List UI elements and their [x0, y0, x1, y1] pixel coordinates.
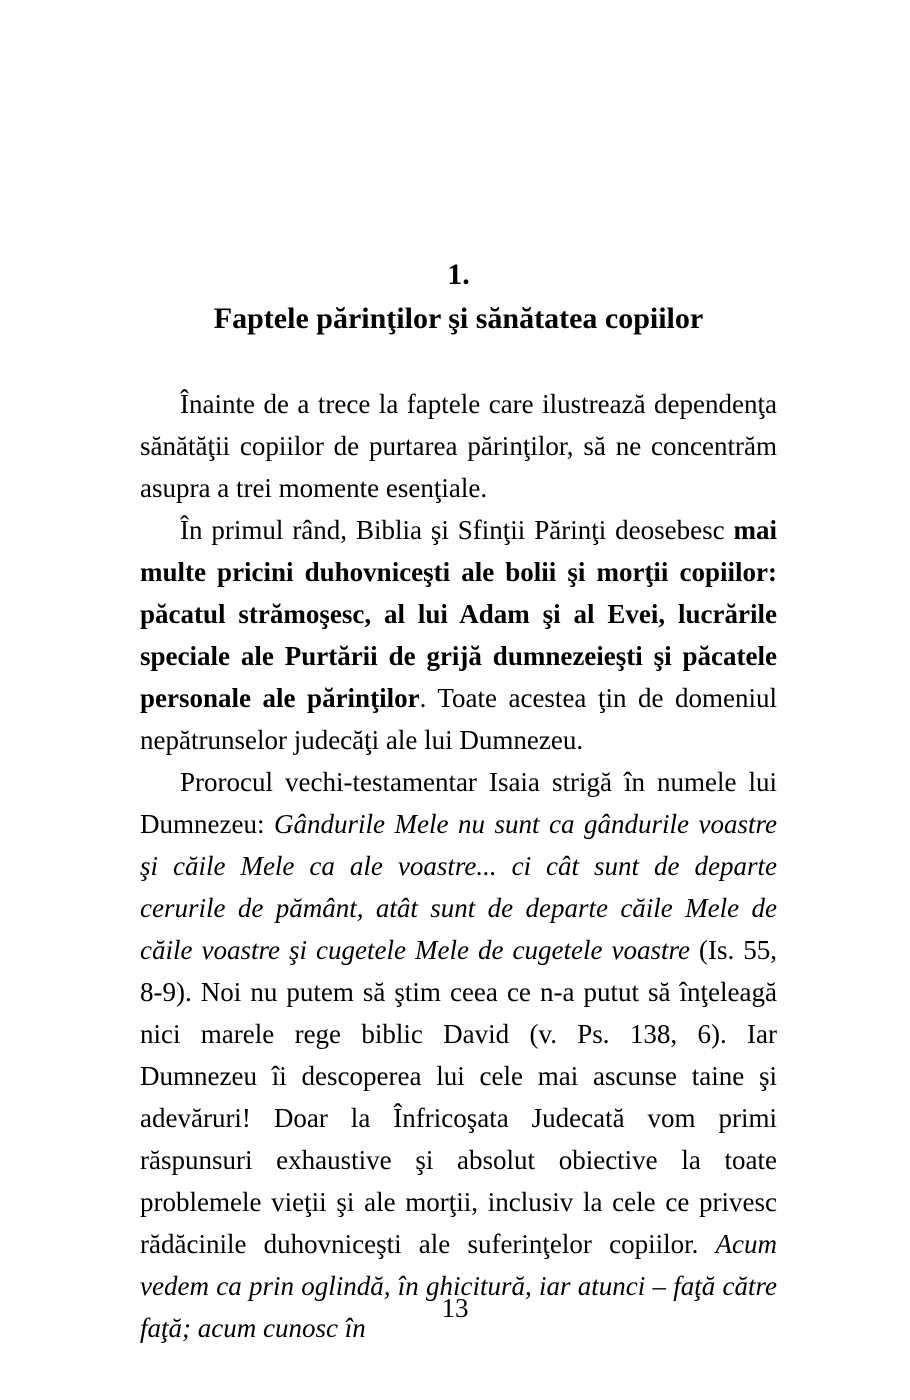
body-text	[140, 383, 777, 1349]
content-column	[140, 255, 777, 1349]
chapter-title: Faptele părinţilor şi sănătatea copiilor	[213, 302, 704, 335]
text-segment-italic: Acum vedem ca prin oglindă, în ghicitură, iar atunci – faţă către faţă; acum cunosc în	[140, 1229, 777, 1343]
text-segment-normal: (Is. 55, 8-9). Noi nu putem să ştim ceea ce n-a putut să înţeleagă nici marele rege biblic David (v. Ps. 138, 6). Iar Dumnezeu îi descoperea lui cele mai ascunse taine şi adevăruri! Doar la Înfricoşata Judecată vom primi răspunsuri exhaustive şi absolut obiective la toate problemele vieţii şi ale morţii, inclusiv la cele ce privesc rădăcinile duhovniceşti ale suferinţelor copiilor.	[140, 935, 777, 1259]
text-segment-normal: Prorocul vechi-testamentar Isaia strigă în numele lui Dumnezeu:	[140, 767, 777, 839]
text-segment-normal: . Toate acestea ţin de domeniul nepătrunselor judecăţi ale lui Dumnezeu.	[140, 683, 777, 755]
paragraph	[140, 509, 777, 761]
text-segment-bold: mai multe pricini duhovniceşti ale bolii şi morţii copiilor: păcatul strămoşesc, al lui Adam şi al Evei, lucrările speciale ale Purtării de grijă dumnezeieşti şi păcatele personale ale părinţilor	[140, 515, 777, 713]
text-segment-normal: În primul rând, Biblia şi Sfinţii Părinţi deosebesc	[180, 515, 734, 545]
text-segment-italic: Gândurile Mele nu sunt ca gândurile voastre şi căile Mele ca ale voastre... ci cât sunt de departe cerurile de pământ, atât sunt de departe căile Mele de căile voastre şi cugetele Mele de cugetele voastre	[140, 809, 778, 965]
chapter-number: 1.	[447, 258, 470, 291]
paragraph	[140, 761, 777, 1349]
text-segment-normal: Înainte de a trece la faptele care ilustrează dependenţa sănătăţii copiilor de purtarea părinţilor, să ne concentrăm asupra a trei momente esenţiale.	[140, 389, 777, 503]
page-number: 13	[441, 1293, 469, 1323]
paragraph	[140, 383, 777, 509]
